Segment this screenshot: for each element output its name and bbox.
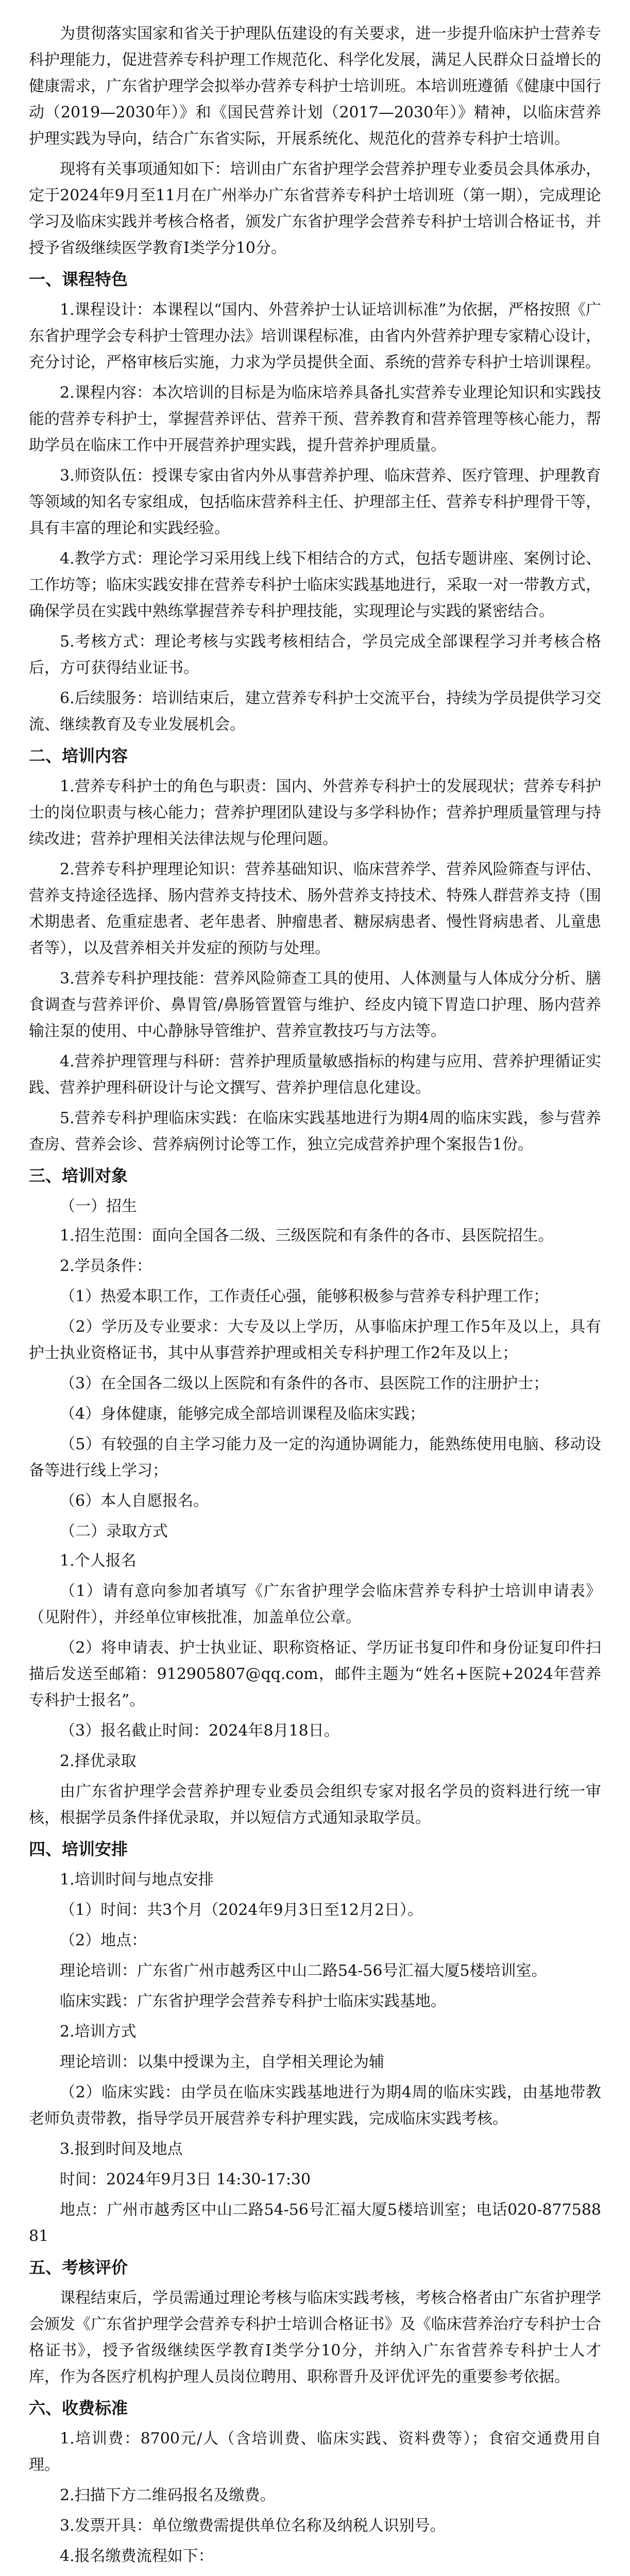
section-4-checkin-time: 时间：2024年9月3日 14:30-17:30 — [60, 2171, 311, 2189]
section-1-item: 2.课程内容：本次培训的目标是为临床培养具备扎实营养专业理论知识和实践技能的营养专科护士，掌握营养评估、营养干预、营养教育和营养管理等核心能力，帮助学员在临床工作中开展营养护理实践，提升营养护理质量。 — [29, 384, 601, 454]
section-3-title: 三、培训对象 — [29, 1166, 128, 1185]
section-2-item: 1.营养专科护士的角色与职责：国内、外营养专科护士的发展现状；营养专科护士的岗位职责与核心能力；营养护理团队建设与多学科协作；营养护理质量管理与持续改进；营养护理相关法律法规与伦理问题。 — [29, 777, 601, 848]
section-5-text: 课程结束后，学员需通过理论考核与临床实践考核，考核合格者由广东省护理学会颁发《广东省护理学会营养专科护士培训合格证书》及《临床营养治疗专科护士合格证书》，授予省级继续医学教育Ⅰ类学分10分，并纳入广东省营养专科护士人才库，作为各医疗机构护理人员岗位聘用、职称晋升及评优评先的重要参考依据。 — [29, 2289, 601, 2386]
section-3-apply-title: 1.个人报名 — [60, 1552, 137, 1570]
section-3-apply-step: （3）报名截止时间：2024年8月18日。 — [60, 1722, 339, 1740]
section-3-sub-enrollment: （一）招生 — [60, 1197, 137, 1215]
section-3-condition: （2）学历及专业要求：大专及以上学历，从事临床护理工作5年及以上，具有护士执业资格证书，其中从事营养护理或相关专科护理工作2年及以上； — [29, 1318, 601, 1362]
section-3-range: 1.招生范围：面向全国各二级、三级医院和有条件的各市、县医院招生。 — [60, 1227, 554, 1245]
section-3-condition: （6）本人自愿报名。 — [60, 1492, 209, 1510]
section-3-condition: （4）身体健康，能够完成全部培训课程及临床实践； — [60, 1405, 425, 1423]
section-1-item: 1.课程设计：本课程以“国内、外营养护士认证培训标准”为依据，严格按照《广东省护理学会专科护士管理办法》培训课程标准，由省内外营养护理专家精心设计，充分讨论，严格审核后实施，力求为学员提供全面、系统的营养专科护士培训课程。 — [29, 301, 601, 371]
section-1-item: 3.师资队伍：授课专家由省内外从事营养护理、临床营养、医疗管理、护理教育等领域的知名专家组成，包括临床营养科主任、护理部主任、营养专科护理骨干等，具有丰富的理论和实践经验。 — [29, 467, 601, 537]
section-4-mode: 理论培训：以集中授课为主，自学相关理论为辅 — [60, 2053, 384, 2071]
section-6-fee: 1.培训费：8700元/人（含培训费、临床实践、资料费等）；食宿交通费用自理。 — [29, 2430, 601, 2474]
section-2-item: 2.营养专科护理理论知识：营养基础知识、临床营养学、营养风险筛查与评估、营养支持途径选择、肠内营养支持技术、肠外营养支持技术、特殊人群营养支持（围术期患者、危重症患者、老年患者、肿瘤患者、糖尿病患者、慢性肾病患者、儿童患者等），以及营养相关并发症的预防与处理。 — [29, 860, 601, 957]
section-6-fee: 3.发票开具：单位缴费需提供单位名称及纳税人识别号。 — [60, 2517, 446, 2535]
section-4-place-practice: 临床实践：广东省护理学会营养专科护士临床实践基地。 — [60, 1992, 446, 2010]
intro-paragraph: 为贯彻落实国家和省关于护理队伍建设的有关要求，进一步提升临床护士营养专科护理能力，促进营养专科护理工作规范化、科学化发展，满足人民群众日益增长的健康需求，广东省护理学会拟举办营养专科护士培训班。本培训班遵循《健康中国行动（2019—2030年）》和《国民营养计划（2017—2030年）》精神，以临床营养护理实践为导向，结合广东省实际，开展系统化、规范化的营养专科护士培训。 — [29, 25, 601, 148]
section-4-time: （1）时间：共3个月（2024年9月3日至12月2日）。 — [60, 1901, 423, 1919]
section-3-apply-step: （2）将申请表、护士执业证、职称资格证、学历证书复印件和身份证复印件扫描后发送至邮箱：912905807@qq.com，邮件主题为“姓名+医院+2024年营养专科护士报名”。 — [29, 1639, 601, 1709]
notice-paragraph: 现将有关事项通知如下：培训由广东省护理学会营养护理专业委员会具体承办，定于2024年9月至11月在广州举办广东省营养专科护士培训班（第一期），完成理论学习及临床实践并考核合格者，颁发广东省护理学会营养专科护士培训合格证书，并授予省级继续医学教育Ⅰ类学分10分。 — [29, 160, 601, 257]
section-4-time-place-title: 1.培训时间与地点安排 — [60, 1871, 214, 1889]
section-4-mode-title: 2.培训方式 — [60, 2023, 137, 2041]
section-3-condition: （1）热爱本职工作，工作责任心强，能够积极参与营养专科护理工作； — [60, 1287, 549, 1306]
section-4-place-theory: 理论培训：广东省广州市越秀区中山二路54-56号汇福大厦5楼培训室。 — [60, 1962, 547, 1980]
section-2-title: 二、培训内容 — [29, 746, 128, 766]
section-3-condition: （3）在全国各二级以上医院和有条件的各市、县医院工作的注册护士； — [60, 1375, 549, 1393]
section-3-apply-step: （1）请有意向参加者填写《广东省护理学会临床营养专科护士培训申请表》（见附件），并经单位审核批准，加盖单位公章。 — [29, 1582, 601, 1626]
section-6-fee — [29, 2573, 601, 2576]
section-1-item: 4.教学方式：理论学习采用线上线下相结合的方式，包括专题讲座、案例讨论、工作坊等；临床实践安排在营养专科护士临床实践基地进行，采取一对一带教方式，确保学员在实践中熟练掌握营养专科护理技能，实现理论与实践的紧密结合。 — [29, 550, 601, 620]
section-4-title: 四、培训安排 — [29, 1839, 128, 1859]
section-4-checkin-place: 地点：广州市越秀区中山二路54-56号汇福大厦5楼培训室；电话020-87758881 — [29, 2201, 601, 2245]
section-3-selection-title: 2.择优录取 — [60, 1752, 137, 1770]
section-6-fee: 4.报名缴费流程如下： — [60, 2547, 214, 2565]
section-3-sub-admission: （二）录取方式 — [60, 1522, 168, 1540]
section-2-item: 3.营养专科护理技能：营养风险筛查工具的使用、人体测量与人体成分分析、膳食调查与营养评价、鼻胃管/鼻肠管置管与维护、经皮内镜下胃造口护理、肠内营养输注泵的使用、中心静脉导管维护、营养宣教技巧与方法等。 — [29, 970, 601, 1040]
section-2-item: 5.营养专科护理临床实践：在临床实践基地进行为期4周的临床实践，参与营养查房、营养会诊、营养病例讨论等工作，独立完成营养护理个案报告1份。 — [29, 1109, 601, 1154]
section-6-title: 六、收费标准 — [29, 2398, 128, 2418]
section-3-selection-text: 由广东省护理学会营养护理专业委员会组织专家对报名学员的资料进行统一审核，根据学员条件择优录取，并以短信方式通知录取学员。 — [29, 1783, 601, 1827]
section-5-title: 五、考核评价 — [29, 2258, 128, 2277]
section-1-item: 6.后续服务：培训结束后，建立营养专科护士交流平台，持续为学员提供学习交流、继续教育及专业发展机会。 — [29, 689, 601, 734]
section-4-mode: （2）临床实践：由学员在临床实践基地进行为期4周的临床实践，由基地带教老师负责带教，指导学员开展营养专科护理实践，完成临床实践考核。 — [29, 2083, 601, 2128]
section-2-item: 4.营养护理管理与科研：营养护理质量敏感指标的构建与应用、营养护理循证实践、营养护理科研设计与论文撰写、营养护理信息化建设。 — [29, 1053, 601, 1097]
section-4-place-title: （2）地点： — [60, 1931, 147, 1950]
section-1-title: 一、课程特色 — [29, 269, 128, 289]
section-3-conditions-title: 2.学员条件： — [60, 1257, 152, 1275]
section-4-checkin-title: 3.报到时间及地点 — [60, 2140, 183, 2158]
section-3-condition: （5）有较强的自主学习能力及一定的沟通协调能力，能熟练使用电脑、移动设备等进行线上学习； — [29, 1435, 601, 1480]
section-6-fee: 2.扫描下方二维码报名及缴费。 — [60, 2486, 276, 2504]
section-1-item: 5.考核方式：理论考核与实践考核相结合，学员完成全部课程学习并考核合格后，方可获得结业证书。 — [29, 633, 601, 677]
